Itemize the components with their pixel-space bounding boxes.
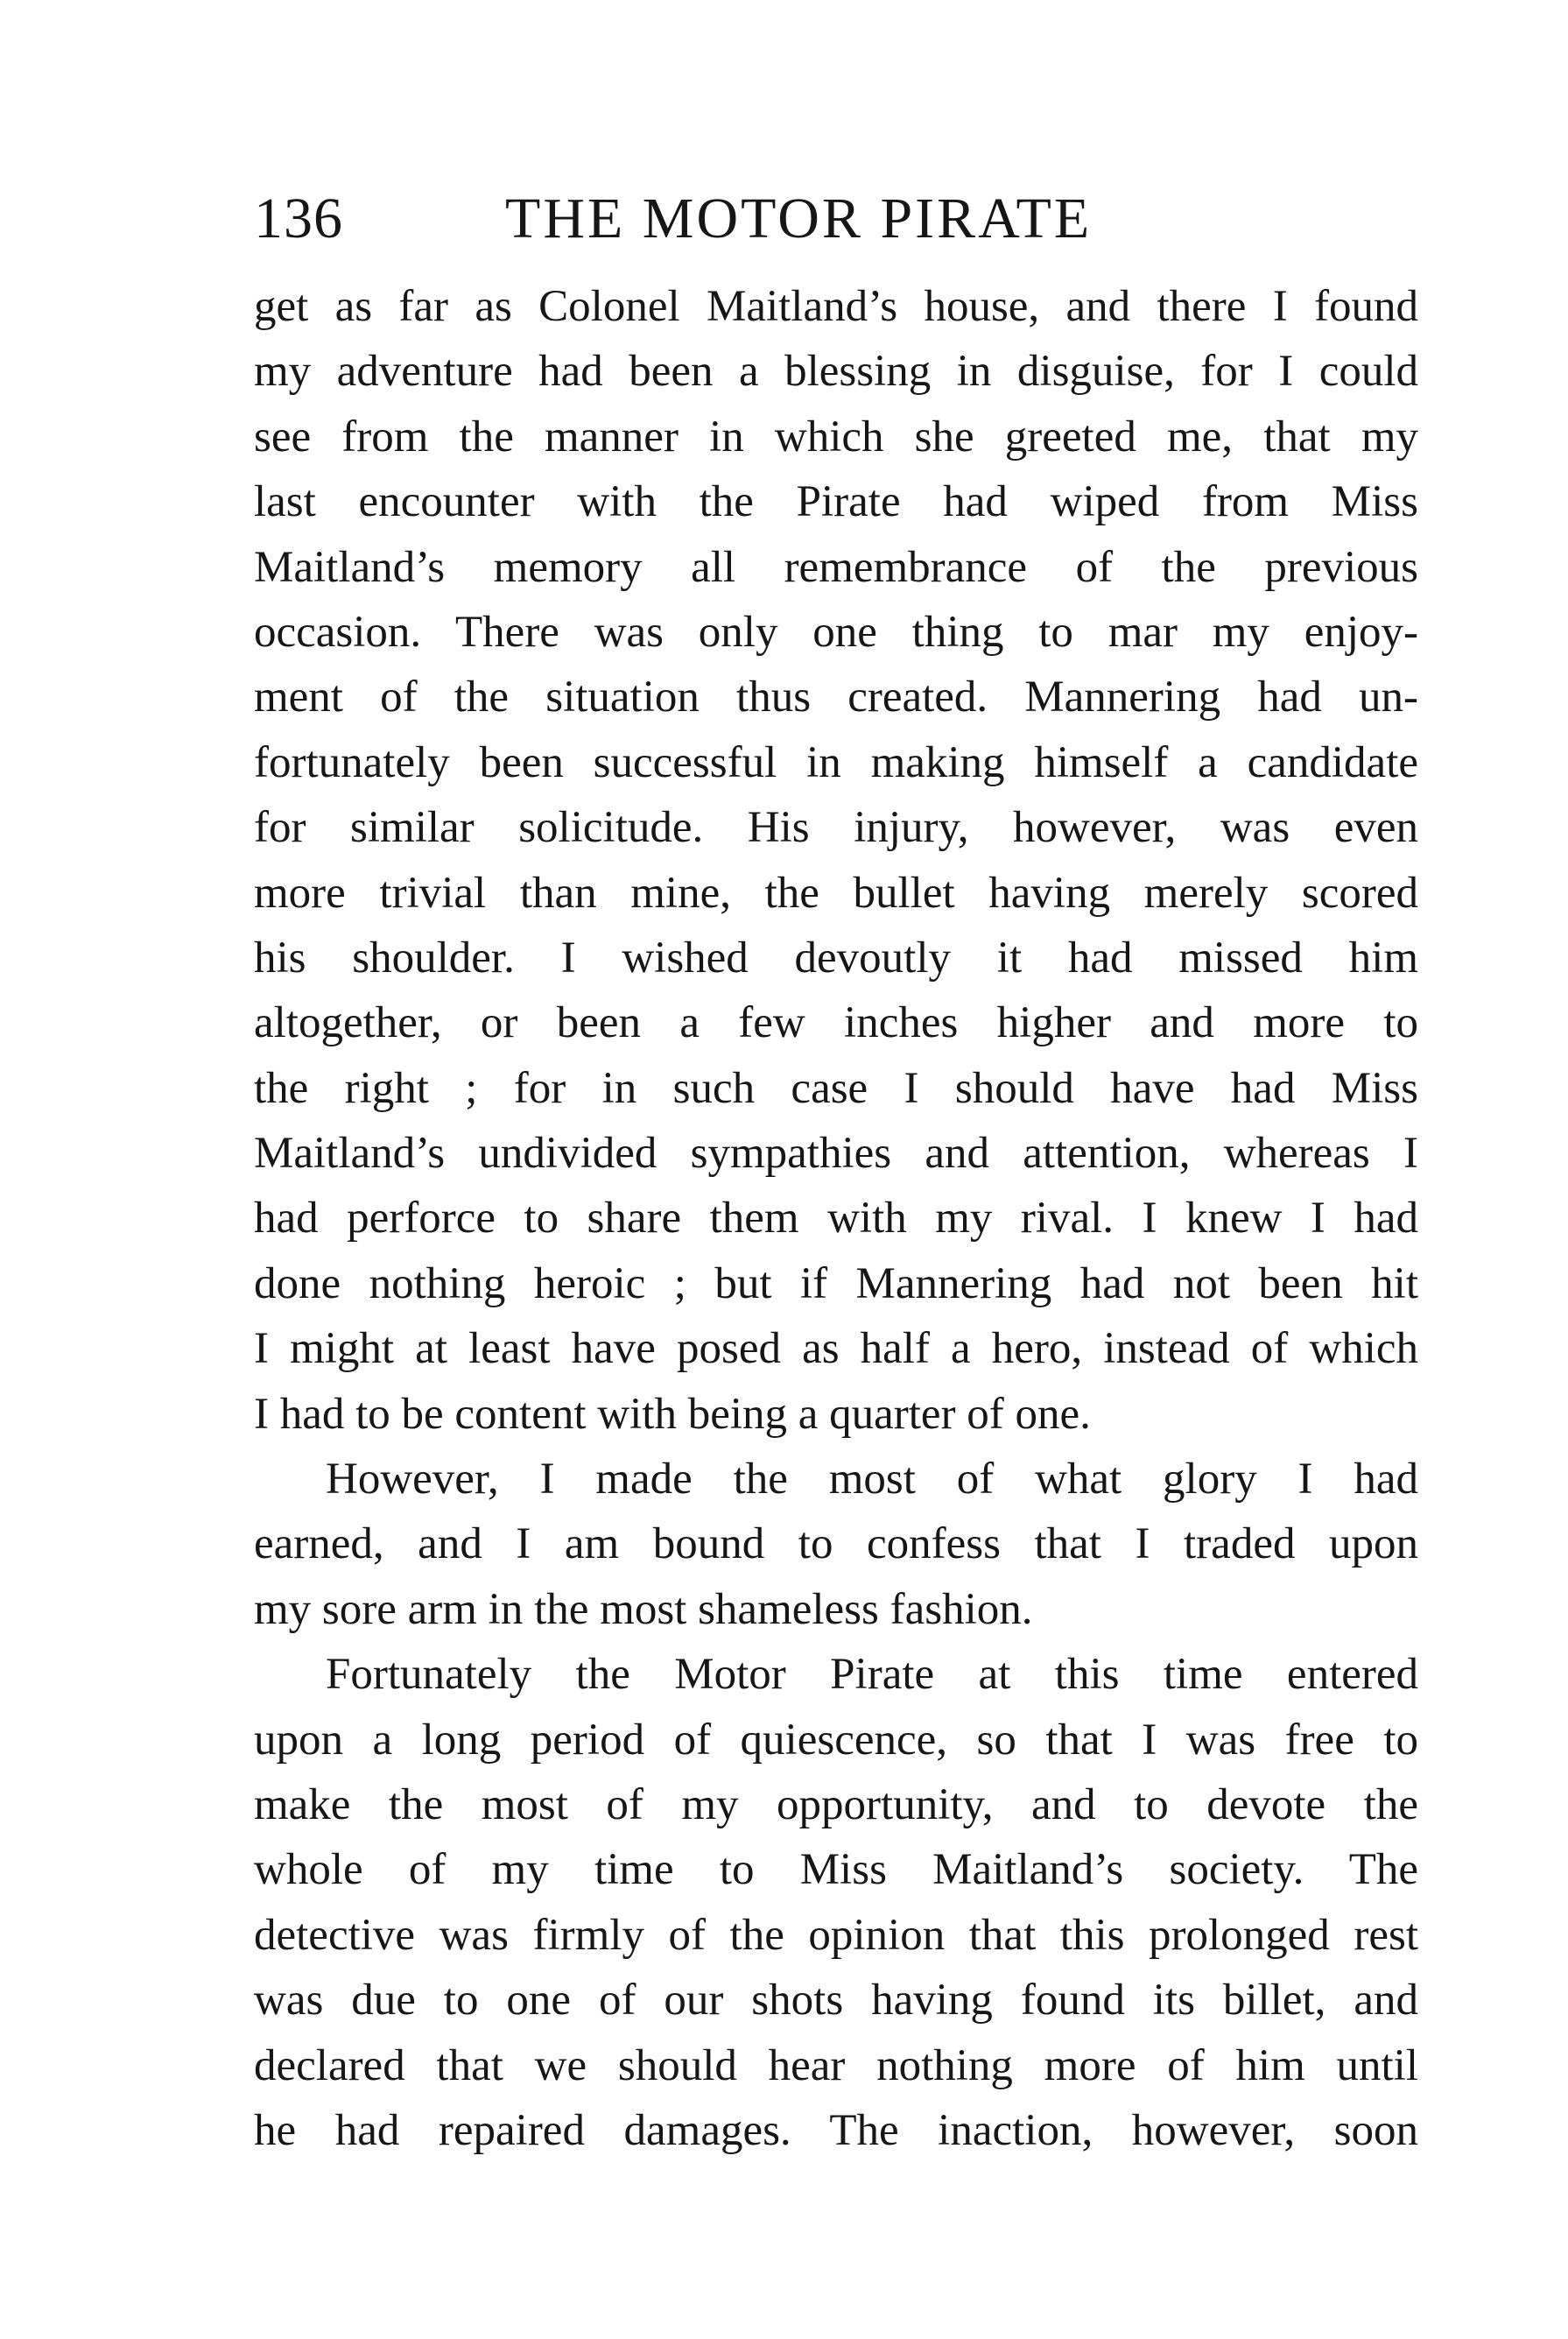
text-line: I might at least have posed as half a hero, instead of which [254, 1324, 1418, 1374]
page-header [254, 180, 1418, 258]
text-line: my adventure had been a blessing in disguise, for I could [254, 347, 1418, 397]
text-line: whole of my time to Miss Maitland’s society. The [254, 1845, 1418, 1895]
text-line: However, I made the most of what glory I had [326, 1455, 1418, 1504]
text-line: see from the manner in which she greeted me, that my [254, 412, 1418, 461]
page-number: 136 [254, 187, 343, 250]
text-line: fortunately been successful in making himself a candidate [254, 737, 1418, 787]
text-line: his shoulder. I wished devoutly it had missed him [254, 933, 1418, 983]
text-line: my sore arm in the most shameless fashion. [254, 1584, 1033, 1634]
body-text [254, 274, 1418, 2163]
text-line: he had repaired damages. The inaction, however, soon [254, 2105, 1418, 2155]
text-line: for similar solicitude. His injury, however, was even [254, 803, 1418, 853]
text-line: last encounter with the Pirate had wiped from Miss [254, 477, 1418, 527]
running-title: THE MOTOR PIRATE [505, 187, 1093, 250]
text-line: get as far as Colonel Maitland’s house, and there I found [254, 282, 1418, 331]
text-line: done nothing heroic ; but if Mannering had not been hit [254, 1258, 1418, 1308]
text-line: altogether, or been a few inches higher and more to [254, 998, 1418, 1048]
text-line: detective was firmly of the opinion that this prolonged rest [254, 1910, 1418, 1960]
text-line: make the most of my opportunity, and to devote the [254, 1779, 1418, 1829]
text-line: occasion. There was only one thing to mar my enjoy- [254, 607, 1418, 657]
text-line: more trivial than mine, the bullet having merely scored [254, 868, 1418, 918]
text-line: Maitland’s undivided sympathies and attention, whereas I [254, 1129, 1418, 1179]
text-line: upon a long period of quiescence, so that I was free to [254, 1715, 1418, 1765]
text-line: ment of the situation thus created. Mannering had un- [254, 673, 1418, 722]
text-line: Fortunately the Motor Pirate at this time entered [326, 1650, 1418, 1700]
text-line: earned, and I am bound to confess that I traded upon [254, 1519, 1418, 1569]
text-line: the right ; for in such case I should have had Miss [254, 1063, 1418, 1113]
text-line: Maitland’s memory all remembrance of the previous [254, 542, 1418, 592]
text-line: I had to be content with being a quarter of one. [254, 1389, 1091, 1439]
text-line: was due to one of our shots having found its billet, and [254, 1976, 1418, 2025]
text-line: had perforce to share them with my rival. I knew I had [254, 1194, 1418, 1243]
text-line: declared that we should hear nothing more of him until [254, 2040, 1418, 2090]
